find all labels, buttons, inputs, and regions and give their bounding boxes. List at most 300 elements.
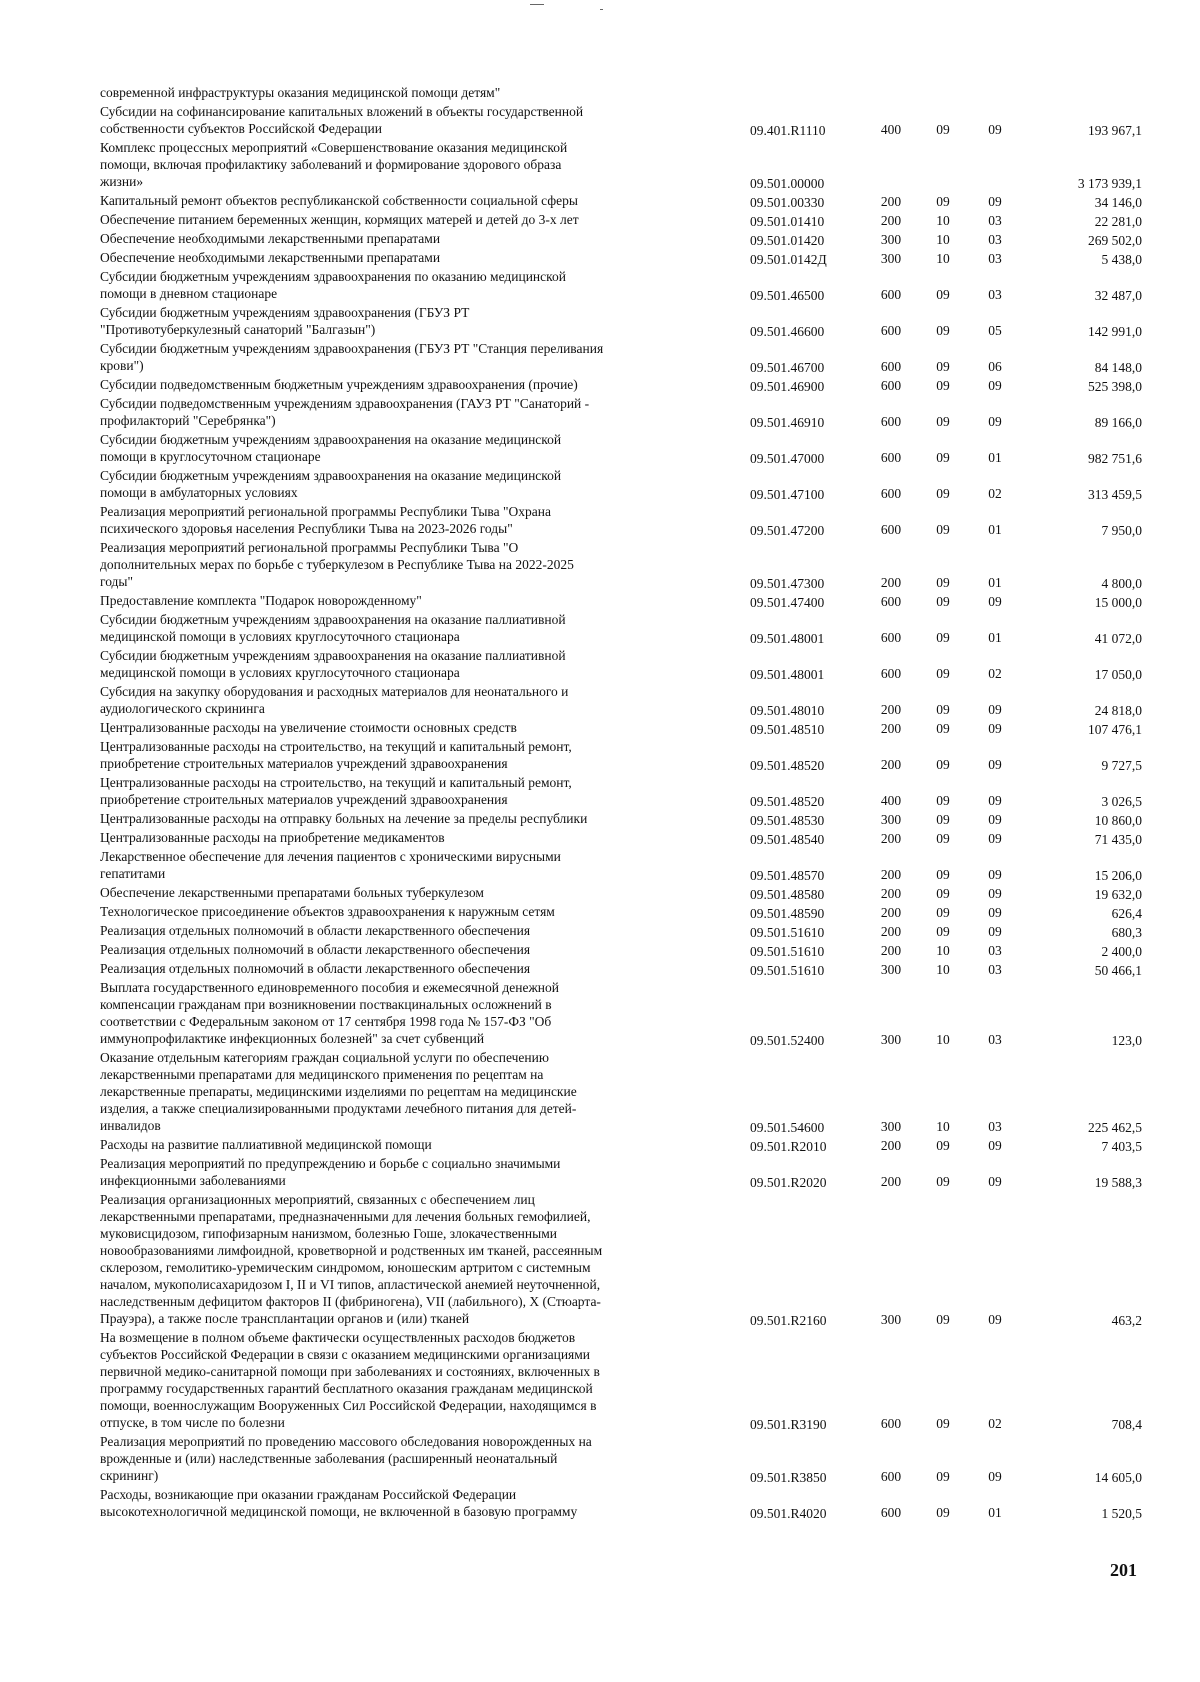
description-line: Реализация отдельных полномочий в области лекарственного обеспечения <box>100 923 531 938</box>
row-description <box>100 683 700 717</box>
row-section: 09 <box>936 575 950 590</box>
row-section: 10 <box>936 943 950 958</box>
row-code: 09.501.46500 <box>750 288 825 303</box>
row-subsection: 09 <box>988 702 1002 717</box>
row-subsection: 09 <box>988 831 1002 846</box>
description-line: Реализация отдельных полномочий в области лекарственного обеспечения <box>100 961 531 976</box>
row-subsection: 03 <box>988 287 1002 302</box>
row-subsection: 03 <box>988 213 1002 228</box>
row-subsection: 02 <box>988 666 1002 681</box>
description-line: Комплекс процессных мероприятий «Совершенствование оказания медицинской <box>100 140 568 155</box>
description-line: Обеспечение необходимыми лекарственными препаратами <box>100 231 441 246</box>
row-expense-type: 200 <box>880 702 902 717</box>
row-description <box>100 431 700 465</box>
row-code: 09.501.48590 <box>750 906 825 921</box>
row-description <box>100 503 700 537</box>
description-line: Централизованные расходы на приобретение медикаментов <box>100 830 445 845</box>
description-line: высокотехнологичной медицинской помощи, не включенной в базовую программу <box>100 1504 578 1519</box>
description-line: На возмещение в полном объеме фактически осуществленных расходов бюджетов <box>100 1330 576 1345</box>
row-expense-type: 600 <box>880 666 902 681</box>
description-line: Технологическое присоединение объектов здравоохранения к наружным сетям <box>100 904 555 919</box>
row-subsection: 01 <box>988 630 1002 645</box>
row-subsection: 01 <box>988 1505 1002 1520</box>
row-code: 09.501.48530 <box>750 813 825 828</box>
row-description <box>100 139 700 190</box>
row-amount: 107 476,1 <box>1088 722 1142 737</box>
row-expense-type: 300 <box>880 251 902 266</box>
description-line: Реализация мероприятий по предупреждению и борьбе с социально значимыми <box>100 1156 561 1171</box>
row-code: 09.501.46700 <box>750 360 825 375</box>
description-line: отпуске, в том числе по болезни <box>100 1415 285 1430</box>
table-row <box>0 249 1200 266</box>
row-subsection: 06 <box>988 359 1002 374</box>
row-code: 09.501.48001 <box>750 667 825 682</box>
description-line: Субсидии подведомственным учреждениям здравоохранения (ГАУЗ РТ "Санаторий - <box>100 396 590 411</box>
row-description <box>100 230 700 247</box>
row-section: 09 <box>936 867 950 882</box>
row-amount: 2 400,0 <box>1101 944 1142 959</box>
row-code: 09.401.R1110 <box>750 123 826 138</box>
row-expense-type: 600 <box>880 378 902 393</box>
table-row <box>0 592 1200 609</box>
row-description <box>100 922 700 939</box>
row-subsection: 09 <box>988 122 1002 137</box>
table-row <box>0 1155 1200 1189</box>
table-row <box>0 1136 1200 1153</box>
description-line: собственности субъектов Российской Федерации <box>100 121 382 136</box>
table-row <box>0 884 1200 901</box>
table-row <box>0 268 1200 302</box>
row-description <box>100 884 700 901</box>
row-amount: 3 173 939,1 <box>1077 176 1142 191</box>
row-code: 09.501.52400 <box>750 1033 825 1048</box>
description-line: Реализация мероприятий по проведению массового обследования новорожденных на <box>100 1434 592 1449</box>
description-line: Централизованные расходы на строительство, на текущий и капитальный ремонт, <box>100 775 572 790</box>
row-section: 09 <box>936 1174 950 1189</box>
row-subsection: 03 <box>988 232 1002 247</box>
row-section: 10 <box>936 232 950 247</box>
row-code: 09.501.47100 <box>750 487 825 502</box>
description-line: "Противотуберкулезный санаторий "Балгазын") <box>100 322 376 337</box>
row-amount: 24 818,0 <box>1094 703 1142 718</box>
row-amount: 142 991,0 <box>1088 324 1142 339</box>
row-description <box>100 647 700 681</box>
row-amount: 15 206,0 <box>1094 868 1142 883</box>
row-description <box>100 304 700 338</box>
row-expense-type: 600 <box>880 1505 902 1520</box>
table-row <box>0 960 1200 977</box>
row-section: 10 <box>936 213 950 228</box>
row-amount: 19 588,3 <box>1094 1175 1142 1190</box>
table-row <box>0 941 1200 958</box>
row-amount: 982 751,6 <box>1088 451 1142 466</box>
row-code: 09.501.46600 <box>750 324 825 339</box>
row-description <box>100 960 700 977</box>
row-expense-type: 200 <box>880 721 902 736</box>
description-line: Расходы на развитие паллиативной медицинской помощи <box>100 1137 432 1152</box>
row-section: 09 <box>936 378 950 393</box>
row-amount: 22 281,0 <box>1094 214 1142 229</box>
row-code: 09.501.51610 <box>750 963 825 978</box>
row-code: 09.501.R2020 <box>750 1175 827 1190</box>
row-section: 09 <box>936 721 950 736</box>
row-code: 09.501.R3190 <box>750 1417 827 1432</box>
row-description <box>100 211 700 228</box>
row-section: 10 <box>936 251 950 266</box>
row-section: 10 <box>936 1032 950 1047</box>
row-amount: 84 148,0 <box>1094 360 1142 375</box>
row-code: 09.501.51610 <box>750 944 825 959</box>
description-line: инфекционными заболеваниями <box>100 1173 286 1188</box>
row-expense-type: 200 <box>880 575 902 590</box>
row-amount: 50 466,1 <box>1094 963 1142 978</box>
description-line: Централизованные расходы на увеличение стоимости основных средств <box>100 720 517 735</box>
row-amount: 1 520,5 <box>1101 1506 1142 1521</box>
table-row <box>0 611 1200 645</box>
row-expense-type: 200 <box>880 886 902 901</box>
row-section: 09 <box>936 1416 950 1431</box>
row-subsection: 02 <box>988 486 1002 501</box>
description-line: Субсидии бюджетным учреждениям здравоохранения на оказание паллиативной <box>100 648 566 663</box>
row-amount: 225 462,5 <box>1088 1120 1142 1135</box>
table-row <box>0 1433 1200 1484</box>
row-code: 09.501.48001 <box>750 631 825 646</box>
row-code: 09.501.R2160 <box>750 1313 827 1328</box>
row-section: 09 <box>936 812 950 827</box>
description-line: дополнительных мерах по борьбе с туберкулезом в Республике Тыва на 2022-2025 <box>100 557 574 572</box>
row-expense-type: 300 <box>880 962 902 977</box>
row-section: 10 <box>936 1119 950 1134</box>
row-description <box>100 829 700 846</box>
row-description <box>100 376 700 393</box>
row-section: 09 <box>936 287 950 302</box>
description-line: Субсидии бюджетным учреждениям здравоохранения на оказание медицинской <box>100 468 562 483</box>
row-subsection: 09 <box>988 1469 1002 1484</box>
row-amount: 7 950,0 <box>1101 523 1142 538</box>
row-amount: 5 438,0 <box>1101 252 1142 267</box>
row-section: 09 <box>936 323 950 338</box>
description-line: Прауэра), а также после трансплантации органов и (или) тканей <box>100 1311 470 1326</box>
description-line: Реализация мероприятий региональной программы Республики Тыва "Охрана <box>100 504 551 519</box>
description-line: лекарственные препараты, медицинскими изделиями по рецептам на медицинские <box>100 1084 577 1099</box>
row-description <box>100 1329 700 1431</box>
row-amount: 15 000,0 <box>1094 595 1142 610</box>
description-line: Лекарственное обеспечение для лечения пациентов с хроническими вирусными <box>100 849 561 864</box>
row-description <box>100 903 700 920</box>
row-expense-type: 200 <box>880 757 902 772</box>
row-subsection: 09 <box>988 757 1002 772</box>
row-subsection: 09 <box>988 924 1002 939</box>
row-expense-type: 200 <box>880 924 902 939</box>
row-section: 09 <box>936 1312 950 1327</box>
row-amount: 123,0 <box>1111 1033 1142 1048</box>
description-line: Оказание отдельным категориям граждан социальной услуги по обеспечению <box>100 1050 549 1065</box>
row-section: 09 <box>936 450 950 465</box>
description-line: компенсации гражданам при возникновении поствакцинальных осложнений в <box>100 997 552 1012</box>
row-section: 09 <box>936 594 950 609</box>
row-code: 09.501.47300 <box>750 576 825 591</box>
table-row <box>0 103 1200 137</box>
table-row <box>0 230 1200 247</box>
description-line: помощи в дневном стационаре <box>100 286 278 301</box>
description-line: Субсидии бюджетным учреждениям здравоохранения по оказанию медицинской <box>100 269 566 284</box>
row-code: 09.501.48520 <box>750 794 825 809</box>
description-line: Предоставление комплекта "Подарок новорожденному" <box>100 593 422 608</box>
table-row <box>0 304 1200 338</box>
row-amount: 4 800,0 <box>1101 576 1142 591</box>
row-code: 09.501.47400 <box>750 595 825 610</box>
row-subsection: 03 <box>988 962 1002 977</box>
description-line: Капитальный ремонт объектов республиканской собственности социальной сферы <box>100 193 578 208</box>
row-expense-type: 200 <box>880 831 902 846</box>
row-section: 10 <box>936 962 950 977</box>
row-subsection: 09 <box>988 867 1002 882</box>
row-expense-type: 400 <box>880 793 902 808</box>
row-description <box>100 539 700 590</box>
row-section: 09 <box>936 1469 950 1484</box>
row-code: 09.501.01410 <box>750 214 825 229</box>
description-line: аудиологического скрининга <box>100 701 265 716</box>
description-line: Централизованные расходы на строительство, на текущий и капитальный ремонт, <box>100 739 572 754</box>
description-line: Обеспечение питанием беременных женщин, кормящих матерей и детей до 3-х лет <box>100 212 579 227</box>
table-row <box>0 1049 1200 1134</box>
row-amount: 9 727,5 <box>1101 758 1142 773</box>
row-section: 09 <box>936 886 950 901</box>
row-amount: 525 398,0 <box>1088 379 1142 394</box>
row-description <box>100 1155 700 1189</box>
table-row <box>0 719 1200 736</box>
row-amount: 3 026,5 <box>1101 794 1142 809</box>
row-code: 09.501.R2010 <box>750 1139 827 1154</box>
row-amount: 680,3 <box>1111 925 1142 940</box>
row-expense-type: 300 <box>880 1032 902 1047</box>
row-subsection: 03 <box>988 1032 1002 1047</box>
row-code: 09.501.48520 <box>750 758 825 773</box>
table-row <box>0 340 1200 374</box>
row-amount: 7 403,5 <box>1101 1139 1142 1154</box>
description-line: профилакторий "Серебрянка") <box>100 413 276 428</box>
row-section: 09 <box>936 1138 950 1153</box>
description-line: склерозом, гемолитико-уремическим синдромом, юношеским артритом с системным <box>100 1260 591 1275</box>
row-code: 09.501.00000 <box>750 176 825 191</box>
row-amount: 34 146,0 <box>1094 195 1142 210</box>
description-line: программу государственных гарантий бесплатного оказания гражданам медицинской <box>100 1381 593 1396</box>
description-line: врожденные и (или) наследственные заболевания (расширенный неонатальный <box>100 1451 558 1466</box>
row-amount: 17 050,0 <box>1094 667 1142 682</box>
table-row <box>0 539 1200 590</box>
row-subsection: 09 <box>988 905 1002 920</box>
table-row <box>0 848 1200 882</box>
row-expense-type: 600 <box>880 486 902 501</box>
description-line: иммунопрофилактике инфекционных болезней" за счет субвенций <box>100 1031 485 1046</box>
row-code: 09.501.54600 <box>750 1120 825 1135</box>
description-line: наследственным дефицитом факторов II (фибриногена), VII (лабильного), X (Стюарта- <box>100 1294 601 1309</box>
table-row <box>0 903 1200 920</box>
description-line: современной инфраструктуры оказания медицинской помощи детям" <box>100 85 501 100</box>
description-line: новообразованиями лимфоидной, кроветворной и родственных им тканей, рассеянным <box>100 1243 603 1258</box>
scan-speck <box>530 4 544 5</box>
description-line: Реализация мероприятий региональной программы Республики Тыва "О <box>100 540 519 555</box>
row-description <box>100 1191 700 1327</box>
table-row <box>0 829 1200 846</box>
row-expense-type: 200 <box>880 194 902 209</box>
row-description <box>100 1049 700 1134</box>
row-code: 09.501.R4020 <box>750 1506 827 1521</box>
row-section: 09 <box>936 1505 950 1520</box>
row-description <box>100 810 700 827</box>
row-expense-type: 600 <box>880 630 902 645</box>
row-description <box>100 340 700 374</box>
description-line: Реализация организационных мероприятий, связанных с обеспечением лиц <box>100 1192 535 1207</box>
description-line: Выплата государственного единовременного пособия и ежемесячной денежной <box>100 980 559 995</box>
table-row <box>0 647 1200 681</box>
row-section: 09 <box>936 194 950 209</box>
row-code: 09.501.51610 <box>750 925 825 940</box>
description-line: Субсидии бюджетным учреждениям здравоохранения на оказание паллиативной <box>100 612 566 627</box>
row-expense-type: 600 <box>880 414 902 429</box>
row-description <box>100 592 700 609</box>
description-line: помощи, военнослужащим Вооруженных Сил Российской Федерации, находящимся в <box>100 1398 597 1413</box>
table-row <box>0 774 1200 808</box>
table-row <box>0 1329 1200 1431</box>
row-expense-type: 600 <box>880 450 902 465</box>
row-expense-type: 200 <box>880 905 902 920</box>
table-row <box>0 376 1200 393</box>
row-amount: 32 487,0 <box>1094 288 1142 303</box>
row-subsection: 09 <box>988 378 1002 393</box>
description-line: гепатитами <box>100 866 166 881</box>
table-row <box>0 431 1200 465</box>
row-expense-type: 600 <box>880 359 902 374</box>
description-line: помощи в амбулаторных условиях <box>100 485 298 500</box>
row-subsection: 09 <box>988 793 1002 808</box>
row-subsection: 02 <box>988 1416 1002 1431</box>
table-row <box>0 738 1200 772</box>
description-line: соответствии с Федеральным законом от 17 сентября 1998 года № 157-ФЗ "Об <box>100 1014 552 1029</box>
row-section: 09 <box>936 702 950 717</box>
table-row <box>0 1191 1200 1327</box>
table-row <box>0 192 1200 209</box>
description-line: Субсидии бюджетным учреждениям здравоохранения (ГБУЗ РТ "Станция переливания <box>100 341 604 356</box>
description-line: медицинской помощи в условиях круглосуточного стационара <box>100 665 460 680</box>
description-line: психического здоровья населения Республики Тыва на 2023-2026 годы" <box>100 521 513 536</box>
row-description <box>100 611 700 645</box>
description-line: Обеспечение лекарственными препаратами больных туберкулезом <box>100 885 484 900</box>
row-amount: 19 632,0 <box>1094 887 1142 902</box>
row-section: 09 <box>936 831 950 846</box>
row-expense-type: 300 <box>880 232 902 247</box>
row-code: 09.501.48010 <box>750 703 825 718</box>
row-section: 09 <box>936 793 950 808</box>
row-section: 09 <box>936 757 950 772</box>
description-line: Субсидия на закупку оборудования и расходных материалов для неонатального и <box>100 684 569 699</box>
row-subsection: 03 <box>988 251 1002 266</box>
description-line: началом, мукополисахаридозом I, II и VI типов, апластической анемией неуточненной, <box>100 1277 601 1292</box>
row-subsection: 01 <box>988 522 1002 537</box>
table-row <box>0 139 1200 190</box>
description-line: годы" <box>100 574 134 589</box>
row-amount: 463,2 <box>1111 1313 1142 1328</box>
row-amount: 626,4 <box>1111 906 1142 921</box>
row-description <box>100 774 700 808</box>
description-line: скрининг) <box>100 1468 159 1483</box>
description-line: приобретение строительных материалов учреждений здравоохранения <box>100 792 508 807</box>
row-section: 09 <box>936 924 950 939</box>
row-description <box>100 1433 700 1484</box>
description-line: первичной медико-санитарной помощи при заболеваниях и состояниях, включенных в <box>100 1364 600 1379</box>
description-line: Субсидии подведомственным бюджетным учреждениям здравоохранения (прочие) <box>100 377 578 392</box>
row-description <box>100 738 700 772</box>
row-code: 09.501.47200 <box>750 523 825 538</box>
row-description <box>100 467 700 501</box>
row-amount: 269 502,0 <box>1088 233 1142 248</box>
row-amount: 41 072,0 <box>1094 631 1142 646</box>
row-code: 09.501.48510 <box>750 722 825 737</box>
scan-speck <box>600 9 603 10</box>
row-code: 09.501.48570 <box>750 868 825 883</box>
table-row <box>0 979 1200 1047</box>
row-expense-type: 300 <box>880 812 902 827</box>
row-code: 09.501.47000 <box>750 451 825 466</box>
page-number: 201 <box>1110 1560 1137 1580</box>
row-amount: 10 860,0 <box>1094 813 1142 828</box>
description-line: лекарственными препаратами, предназначенными для лечения больных гемофилией, <box>100 1209 591 1224</box>
row-section: 09 <box>936 122 950 137</box>
row-subsection: 09 <box>988 886 1002 901</box>
description-line: субъектов Российской Федерации в связи с оказанием медицинскими организациями <box>100 1347 591 1362</box>
row-expense-type: 600 <box>880 594 902 609</box>
row-description <box>100 1486 700 1520</box>
description-line: изделия, а также специализированными продуктами лечебного питания для детей- <box>100 1101 577 1116</box>
row-subsection: 09 <box>988 1174 1002 1189</box>
row-code: 09.501.48580 <box>750 887 825 902</box>
row-subsection: 09 <box>988 414 1002 429</box>
row-subsection: 09 <box>988 1312 1002 1327</box>
row-expense-type: 600 <box>880 1469 902 1484</box>
row-subsection: 09 <box>988 1138 1002 1153</box>
table-row <box>0 84 1200 101</box>
row-subsection: 01 <box>988 450 1002 465</box>
row-amount: 14 605,0 <box>1094 1470 1142 1485</box>
row-code: 09.501.00330 <box>750 195 825 210</box>
row-expense-type: 600 <box>880 323 902 338</box>
description-line: Обеспечение необходимыми лекарственными препаратами <box>100 250 441 265</box>
row-expense-type: 200 <box>880 943 902 958</box>
row-code: 09.501.R3850 <box>750 1470 827 1485</box>
row-description <box>100 103 700 137</box>
description-line: жизни» <box>100 174 144 189</box>
row-code: 09.501.46910 <box>750 415 825 430</box>
row-expense-type: 200 <box>880 213 902 228</box>
description-line: Расходы, возникающие при оказании гражданам Российской Федерации <box>100 1487 517 1502</box>
description-line: Субсидии на софинансирование капитальных вложений в объекты государственной <box>100 104 584 119</box>
row-subsection: 05 <box>988 323 1002 338</box>
row-description <box>100 719 700 736</box>
row-expense-type: 600 <box>880 522 902 537</box>
row-code: 09.501.01420 <box>750 233 825 248</box>
row-description <box>100 979 700 1047</box>
table-row <box>0 395 1200 429</box>
description-line: лекарственными препаратами для медицинского применения по рецептам на <box>100 1067 544 1082</box>
row-description <box>100 192 700 209</box>
row-expense-type: 200 <box>880 867 902 882</box>
row-expense-type: 200 <box>880 1138 902 1153</box>
table-row <box>0 467 1200 501</box>
row-amount: 313 459,5 <box>1088 487 1142 502</box>
row-subsection: 09 <box>988 594 1002 609</box>
row-subsection: 09 <box>988 194 1002 209</box>
description-line: приобретение строительных материалов учреждений здравоохранения <box>100 756 508 771</box>
